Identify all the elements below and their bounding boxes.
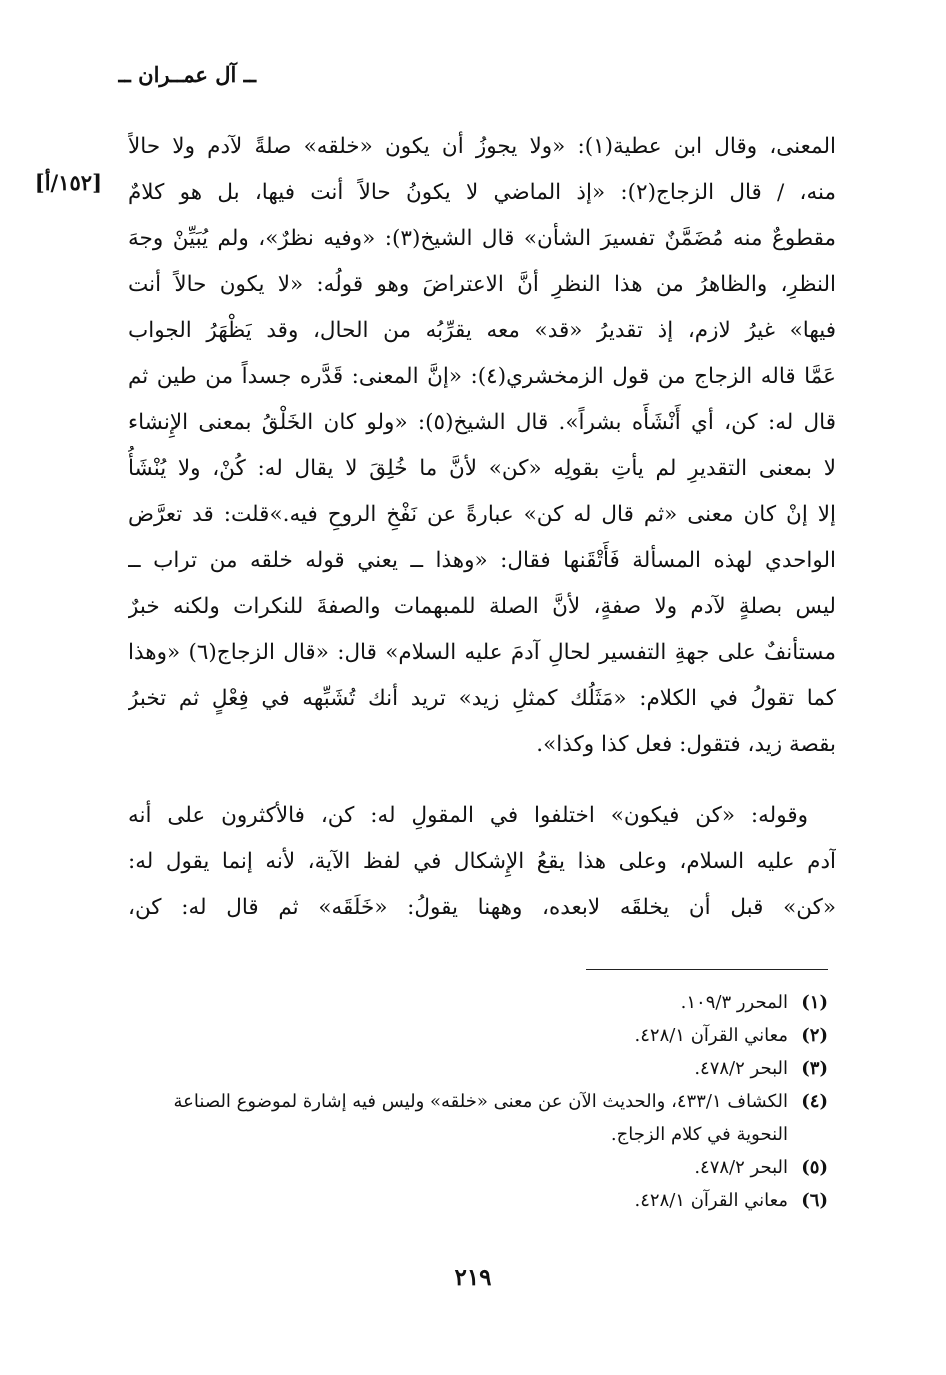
manuscript-folio-reference: [١٥٢/أ] — [34, 170, 102, 195]
footnote-number: (٦) — [801, 1190, 828, 1211]
text-line: آدم عليه السلام، وعلى هذا يقعُ الإِشكال في لفظ الآية، لأنه إنما يقول له: — [128, 849, 836, 874]
main-paragraph-2 — [128, 793, 836, 931]
text-line: فيها» غيرُ لازم، إذ تقديرُ «قد» معه يقرِّبُه من الحال، وقد يَظْهَرُ الجواب — [128, 318, 836, 343]
footnote-item — [128, 1085, 828, 1118]
text-line: عَمَّا قاله الزجاج من قول الزمخشري(٤): «إنَّ المعنى: قَدَّره جسداً من طين ثم — [128, 364, 836, 389]
footnote-number: (٥) — [801, 1157, 828, 1178]
text-line: «كن» قبل أن يخلقَه لابعده، وههنا يقولُ: «خَلَقَه» ثم قال له: كن، — [128, 895, 836, 920]
page-number: ٢١٩ — [454, 1264, 492, 1291]
text-line: المعنى، وقال ابن عطية(١): «ولا يجوزُ أن يكون «خلقه» صلةً لآدم ولا حالاً — [128, 134, 836, 159]
footnote-text: الكشاف ٤٣٣/١، والحديث الآن عن معنى «خلقه» وليس فيه إشارة لموضوع الصناعة — [173, 1091, 788, 1112]
text-line: مقطوعٌ منه مُضَمَّنٌ تفسيرَ الشأن» قال الشيخ(٣): «وفيه نظرٌ»، ولم يُبَيِّنْ وجهَ — [128, 226, 836, 251]
footnote-continuation: النحوية في كلام الزجاج. — [610, 1124, 788, 1145]
footnote-number: (٤) — [801, 1091, 828, 1112]
footnote-text: معاني القرآن ٤٢٨/١. — [634, 1025, 788, 1046]
text-line: وقوله: «كن فيكون» اختلفوا في المقولِ له: كن، فالأكثرون على أنه — [128, 803, 808, 828]
text-line: قال له: كن، أي أَنْشَأَه بشراً». قال الشيخ(٥): «ولو كان الخَلْقُ بمعنى الإِنشاء — [128, 410, 836, 435]
text-line: النظرِ، والظاهرُ من هذا النظرِ أنَّ الاعتراضَ وهو قولُه: «لا يكون حالاً أنت — [128, 272, 836, 297]
footnote-item — [128, 1151, 828, 1184]
footnote-number: (١) — [801, 992, 828, 1013]
footnote-text: معاني القرآن ٤٢٨/١. — [634, 1190, 788, 1211]
footnote-separator — [586, 969, 828, 970]
footnote-number: (٢) — [801, 1025, 828, 1046]
footnotes — [128, 986, 828, 1217]
footnote-number: (٣) — [801, 1058, 828, 1079]
text-line: لا بمعنى التقديرِ لم يأتِ بقولِه «كن» لأنَّ ما خُلِقَ لا يقال له: كُنْ، ولا يُنْشَأُ — [128, 456, 836, 481]
running-header: ــ آل عمــران ــ — [118, 62, 256, 87]
text-line: منه، / قال الزجاج(٢): «إذ الماضي لا يكونُ حالاً أنت فيها، بل هو كلامٌ — [128, 180, 836, 205]
footnote-item — [128, 986, 828, 1019]
text-line: كما تقولُ في الكلام: «مَثَلُك كمثلِ زيد» تريد أنك تُشَبِّهه في فِعْلٍ ثم تخبرُ — [128, 686, 836, 711]
footnote-text: البحر ٤٧٨/٢. — [694, 1157, 788, 1178]
text-line: بقصة زيد، فتقول: فعل كذا وكذا». — [536, 732, 836, 757]
text-line: إلا إنْ كان معنى «ثم قال له كن» عبارةً عن نَفْخِ الروحِ فيه.»قلت: قد تعرَّض — [128, 502, 836, 527]
main-paragraph-1 — [128, 124, 836, 768]
text-line: الواحدي لهذه المسألة فَأَتْقَنها فقال: «وهذا ــ يعني قوله خلقه من تراب ــ — [128, 548, 836, 573]
footnote-text: المحرر ١٠٩/٣. — [680, 992, 788, 1013]
text-line: ليس بصلةٍ لآدم ولا صفةٍ، لأنَّ الصلة للمبهمات والصفةَ للنكرات ولكنه خبرٌ — [128, 594, 836, 619]
footnote-item — [128, 1052, 828, 1085]
text-line: مستأنفٌ على جهةِ التفسير لحالِ آدمَ عليه السلام» قال: «قال الزجاج(٦) «وهذا — [128, 640, 836, 665]
footnote-text: البحر ٤٧٨/٢. — [694, 1058, 788, 1079]
footnote-item — [128, 1184, 828, 1217]
footnote-item — [128, 1019, 828, 1052]
